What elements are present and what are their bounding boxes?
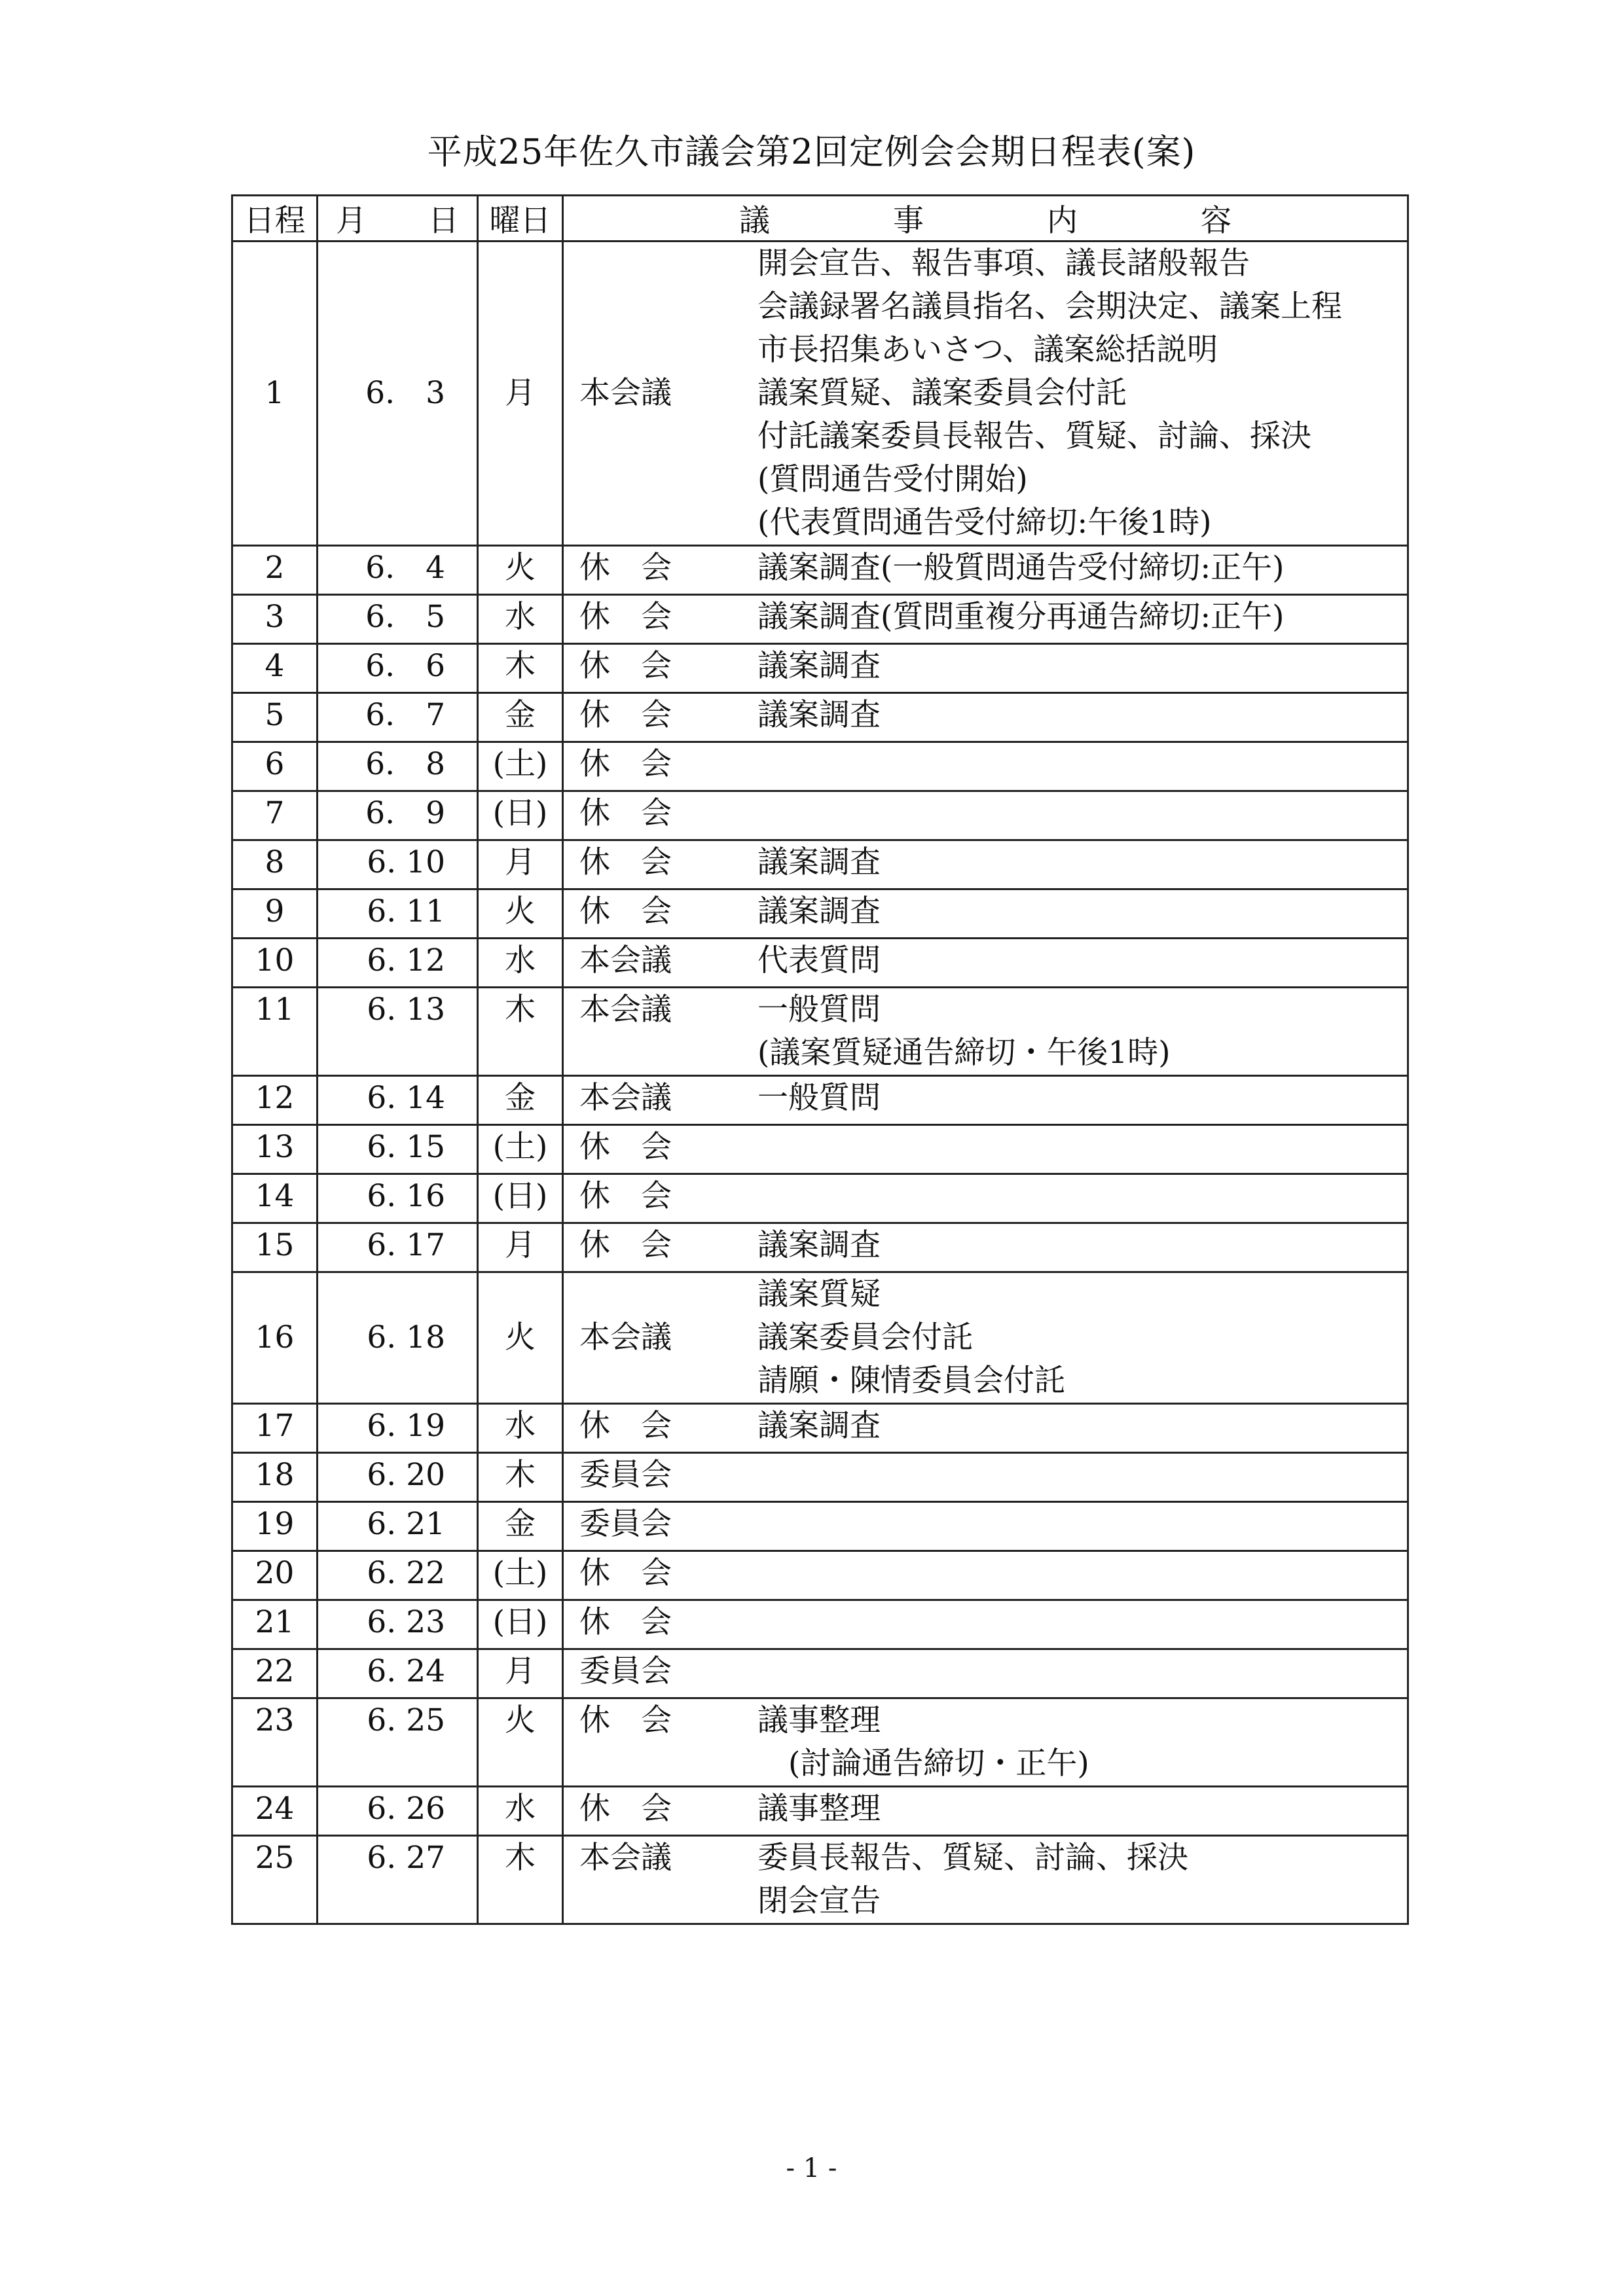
row-day: 1 bbox=[232, 242, 318, 546]
row-item-line: 議案調査 bbox=[757, 1408, 881, 1444]
row-content bbox=[563, 693, 1408, 742]
row-date: 6. 6 bbox=[318, 644, 478, 693]
row-day: 20 bbox=[232, 1551, 318, 1600]
row-date: 6. 14 bbox=[318, 1076, 478, 1125]
row-items bbox=[757, 1454, 1407, 1497]
row-date: 6. 27 bbox=[318, 1836, 478, 1924]
row-items bbox=[757, 1650, 1407, 1693]
row-date: 6. 20 bbox=[318, 1453, 478, 1502]
row-content bbox=[563, 1551, 1408, 1600]
row-item-line: 議案調査 bbox=[757, 844, 881, 880]
row-item-line: 議案調査(質問重複分再通告締切:正午) bbox=[757, 599, 1285, 635]
row-content bbox=[563, 1453, 1408, 1502]
row-day: 15 bbox=[232, 1223, 318, 1272]
row-weekday: 木 bbox=[478, 1453, 563, 1502]
row-content bbox=[563, 546, 1408, 595]
row-session: 本会議 bbox=[579, 1080, 672, 1116]
schedule-row bbox=[232, 1404, 1408, 1453]
header-date: 月 日 bbox=[318, 196, 478, 242]
row-date: 6. 25 bbox=[318, 1698, 478, 1787]
row-day: 25 bbox=[232, 1836, 318, 1924]
row-day: 8 bbox=[232, 840, 318, 889]
schedule-body bbox=[232, 242, 1408, 1924]
row-weekday: 水 bbox=[478, 1404, 563, 1453]
row-items bbox=[757, 1503, 1407, 1546]
row-session: 本会議 bbox=[579, 942, 672, 978]
row-date: 6. 10 bbox=[318, 840, 478, 889]
row-items bbox=[757, 1224, 1407, 1267]
row-day: 5 bbox=[232, 693, 318, 742]
row-day: 11 bbox=[232, 988, 318, 1076]
schedule-row bbox=[232, 889, 1408, 939]
row-content bbox=[563, 1698, 1408, 1787]
row-weekday: (土) bbox=[478, 742, 563, 791]
row-weekday: 火 bbox=[478, 1698, 563, 1787]
row-content bbox=[563, 988, 1408, 1076]
row-session: 本会議 bbox=[579, 1319, 672, 1355]
row-session: 休 会 bbox=[579, 1408, 672, 1444]
row-content bbox=[563, 1404, 1408, 1453]
row-day: 21 bbox=[232, 1600, 318, 1649]
row-day: 13 bbox=[232, 1125, 318, 1174]
schedule-row bbox=[232, 595, 1408, 644]
row-weekday: 月 bbox=[478, 840, 563, 889]
row-session: 委員会 bbox=[579, 1653, 672, 1689]
row-day: 14 bbox=[232, 1174, 318, 1223]
row-day: 19 bbox=[232, 1502, 318, 1551]
row-content bbox=[563, 1174, 1408, 1223]
row-items bbox=[757, 596, 1407, 639]
row-session: 休 会 bbox=[579, 697, 672, 733]
row-items bbox=[757, 1273, 1407, 1403]
row-session: 休 会 bbox=[579, 1227, 672, 1263]
row-date: 6. 24 bbox=[318, 1649, 478, 1698]
row-day: 3 bbox=[232, 595, 318, 644]
row-content bbox=[563, 595, 1408, 644]
row-session: 休 会 bbox=[579, 746, 672, 782]
row-item-line: (討論通告締切・正午) bbox=[757, 1746, 1089, 1782]
row-weekday: 月 bbox=[478, 1223, 563, 1272]
row-session: 休 会 bbox=[579, 795, 672, 831]
row-item-line: 議案調査 bbox=[757, 648, 881, 684]
row-items bbox=[757, 1837, 1407, 1923]
row-items bbox=[757, 1787, 1407, 1831]
row-session: 休 会 bbox=[579, 550, 672, 586]
row-session: 本会議 bbox=[579, 375, 672, 411]
header-content: 議 事 内 容 bbox=[563, 196, 1408, 242]
row-weekday: (日) bbox=[478, 1174, 563, 1223]
row-content bbox=[563, 1076, 1408, 1125]
schedule-row bbox=[232, 939, 1408, 988]
row-date: 6. 19 bbox=[318, 1404, 478, 1453]
header-weekday: 曜日 bbox=[478, 196, 563, 242]
schedule-row bbox=[232, 742, 1408, 791]
schedule-row bbox=[232, 242, 1408, 546]
row-date: 6. 11 bbox=[318, 889, 478, 939]
row-weekday: 火 bbox=[478, 546, 563, 595]
row-session: 休 会 bbox=[579, 844, 672, 880]
row-item-line: 代表質問 bbox=[757, 942, 881, 978]
row-weekday: 月 bbox=[478, 1649, 563, 1698]
row-day: 18 bbox=[232, 1453, 318, 1502]
row-items bbox=[757, 1552, 1407, 1595]
row-content bbox=[563, 1223, 1408, 1272]
schedule-row bbox=[232, 1125, 1408, 1174]
row-content bbox=[563, 742, 1408, 791]
row-weekday: (日) bbox=[478, 1600, 563, 1649]
row-item-line: 議案質疑、議案委員会付託 bbox=[757, 375, 1127, 411]
row-item-line: (代表質問通告受付締切:午後1時) bbox=[757, 505, 1212, 541]
row-items bbox=[757, 547, 1407, 590]
header-row bbox=[232, 196, 1408, 242]
row-content bbox=[563, 1787, 1408, 1836]
header-day: 日程 bbox=[232, 196, 318, 242]
row-weekday: (土) bbox=[478, 1125, 563, 1174]
row-items bbox=[757, 939, 1407, 982]
row-day: 10 bbox=[232, 939, 318, 988]
row-day: 7 bbox=[232, 791, 318, 840]
row-session: 委員会 bbox=[579, 1457, 672, 1493]
row-session: 休 会 bbox=[579, 1555, 672, 1591]
row-date: 6. 26 bbox=[318, 1787, 478, 1836]
row-content bbox=[563, 1649, 1408, 1698]
row-items bbox=[757, 988, 1407, 1075]
row-item-line: 付託議案委員長報告、質疑、討論、採決 bbox=[757, 418, 1311, 454]
row-item-line: 委員長報告、質疑、討論、採決 bbox=[757, 1840, 1188, 1876]
row-session: 休 会 bbox=[579, 599, 672, 635]
row-weekday: (土) bbox=[478, 1551, 563, 1600]
row-weekday: 木 bbox=[478, 1836, 563, 1924]
row-item-line: 会議録署名議員指名、会期決定、議案上程 bbox=[757, 289, 1342, 325]
schedule-row bbox=[232, 1272, 1408, 1404]
row-items bbox=[757, 743, 1407, 786]
row-content bbox=[563, 840, 1408, 889]
row-date: 6. 8 bbox=[318, 742, 478, 791]
row-item-line: (議案質疑通告締切・午後1時) bbox=[757, 1035, 1171, 1071]
schedule-row bbox=[232, 1223, 1408, 1272]
row-weekday: (日) bbox=[478, 791, 563, 840]
row-items bbox=[757, 1077, 1407, 1120]
row-weekday: 金 bbox=[478, 693, 563, 742]
row-item-line: 一般質問 bbox=[757, 992, 881, 1028]
row-day: 12 bbox=[232, 1076, 318, 1125]
schedule-row bbox=[232, 546, 1408, 595]
row-items bbox=[757, 890, 1407, 933]
row-items bbox=[757, 1126, 1407, 1169]
schedule-row bbox=[232, 693, 1408, 742]
row-weekday: 火 bbox=[478, 1272, 563, 1404]
row-day: 17 bbox=[232, 1404, 318, 1453]
schedule-row bbox=[232, 1502, 1408, 1551]
row-session: 本会議 bbox=[579, 992, 672, 1028]
schedule-row bbox=[232, 644, 1408, 693]
row-items bbox=[757, 1405, 1407, 1448]
row-date: 6. 16 bbox=[318, 1174, 478, 1223]
row-date: 6. 17 bbox=[318, 1223, 478, 1272]
row-content bbox=[563, 791, 1408, 840]
schedule-row bbox=[232, 1787, 1408, 1836]
row-weekday: 木 bbox=[478, 988, 563, 1076]
schedule-row bbox=[232, 1698, 1408, 1787]
schedule-row bbox=[232, 1551, 1408, 1600]
schedule-row bbox=[232, 1600, 1408, 1649]
row-items bbox=[757, 645, 1407, 688]
row-item-line: 議案委員会付託 bbox=[757, 1319, 973, 1355]
document-title: 平成25年佐久市議会第2回定例会会期日程表(案) bbox=[427, 132, 1196, 172]
schedule-row bbox=[232, 791, 1408, 840]
schedule-row bbox=[232, 1076, 1408, 1125]
row-item-line: 議案調査(一般質問通告受付締切:正午) bbox=[757, 550, 1285, 586]
row-session: 休 会 bbox=[579, 1178, 672, 1214]
row-content bbox=[563, 1502, 1408, 1551]
row-date: 6. 21 bbox=[318, 1502, 478, 1551]
row-item-line: 議案調査 bbox=[757, 1227, 881, 1263]
row-items bbox=[757, 242, 1407, 545]
row-item-line: 閉会宣告 bbox=[757, 1883, 881, 1919]
row-day: 24 bbox=[232, 1787, 318, 1836]
row-date: 6. 18 bbox=[318, 1272, 478, 1404]
row-item-line: 一般質問 bbox=[757, 1080, 881, 1116]
row-date: 6. 7 bbox=[318, 693, 478, 742]
schedule-row bbox=[232, 1174, 1408, 1223]
row-item-line: 議案調査 bbox=[757, 893, 881, 929]
row-date: 6. 13 bbox=[318, 988, 478, 1076]
row-date: 6. 23 bbox=[318, 1600, 478, 1649]
row-content bbox=[563, 1125, 1408, 1174]
row-session: 休 会 bbox=[579, 1702, 672, 1738]
row-items bbox=[757, 694, 1407, 737]
row-weekday: 水 bbox=[478, 1787, 563, 1836]
row-item-line: 開会宣告、報告事項、議長諸般報告 bbox=[757, 245, 1250, 281]
row-date: 6. 5 bbox=[318, 595, 478, 644]
row-content bbox=[563, 1272, 1408, 1404]
row-item-line: 請願・陳情委員会付託 bbox=[757, 1363, 1065, 1399]
row-date: 6. 15 bbox=[318, 1125, 478, 1174]
row-session: 休 会 bbox=[579, 1604, 672, 1640]
schedule-row bbox=[232, 988, 1408, 1076]
schedule-table bbox=[231, 194, 1409, 1925]
row-day: 22 bbox=[232, 1649, 318, 1698]
row-date: 6. 4 bbox=[318, 546, 478, 595]
schedule-row bbox=[232, 1649, 1408, 1698]
page-number: - 1 - bbox=[786, 2153, 837, 2183]
row-weekday: 金 bbox=[478, 1076, 563, 1125]
row-item-line: (質問通告受付開始) bbox=[757, 461, 1028, 497]
row-day: 2 bbox=[232, 546, 318, 595]
row-date: 6. 3 bbox=[318, 242, 478, 546]
row-session: 休 会 bbox=[579, 893, 672, 929]
row-session: 休 会 bbox=[579, 1791, 672, 1827]
row-items bbox=[757, 1601, 1407, 1644]
row-item-line: 議案質疑 bbox=[757, 1276, 881, 1312]
row-day: 6 bbox=[232, 742, 318, 791]
row-weekday: 木 bbox=[478, 644, 563, 693]
row-date: 6. 9 bbox=[318, 791, 478, 840]
row-content bbox=[563, 1836, 1408, 1924]
row-session: 休 会 bbox=[579, 1129, 672, 1165]
row-items bbox=[757, 1175, 1407, 1218]
row-day: 23 bbox=[232, 1698, 318, 1787]
row-session: 本会議 bbox=[579, 1840, 672, 1876]
row-item-line: 議案調査 bbox=[757, 697, 881, 733]
row-weekday: 水 bbox=[478, 595, 563, 644]
row-date: 6. 12 bbox=[318, 939, 478, 988]
row-item-line: 議事整理 bbox=[757, 1791, 881, 1827]
row-items bbox=[757, 841, 1407, 884]
row-date: 6. 22 bbox=[318, 1551, 478, 1600]
row-content bbox=[563, 644, 1408, 693]
schedule-row bbox=[232, 1453, 1408, 1502]
row-day: 16 bbox=[232, 1272, 318, 1404]
row-day: 4 bbox=[232, 644, 318, 693]
row-content bbox=[563, 889, 1408, 939]
schedule-row bbox=[232, 1836, 1408, 1924]
row-day: 9 bbox=[232, 889, 318, 939]
row-weekday: 火 bbox=[478, 889, 563, 939]
row-content bbox=[563, 242, 1408, 546]
row-session: 休 会 bbox=[579, 648, 672, 684]
schedule-row bbox=[232, 840, 1408, 889]
row-weekday: 水 bbox=[478, 939, 563, 988]
row-content bbox=[563, 1600, 1408, 1649]
row-weekday: 月 bbox=[478, 242, 563, 546]
row-session: 委員会 bbox=[579, 1506, 672, 1542]
row-item-line: 市長招集あいさつ、議案総括説明 bbox=[757, 332, 1218, 368]
row-content bbox=[563, 939, 1408, 988]
row-items bbox=[757, 1699, 1407, 1785]
row-item-line: 議事整理 bbox=[757, 1702, 881, 1738]
row-weekday: 金 bbox=[478, 1502, 563, 1551]
row-items bbox=[757, 792, 1407, 835]
